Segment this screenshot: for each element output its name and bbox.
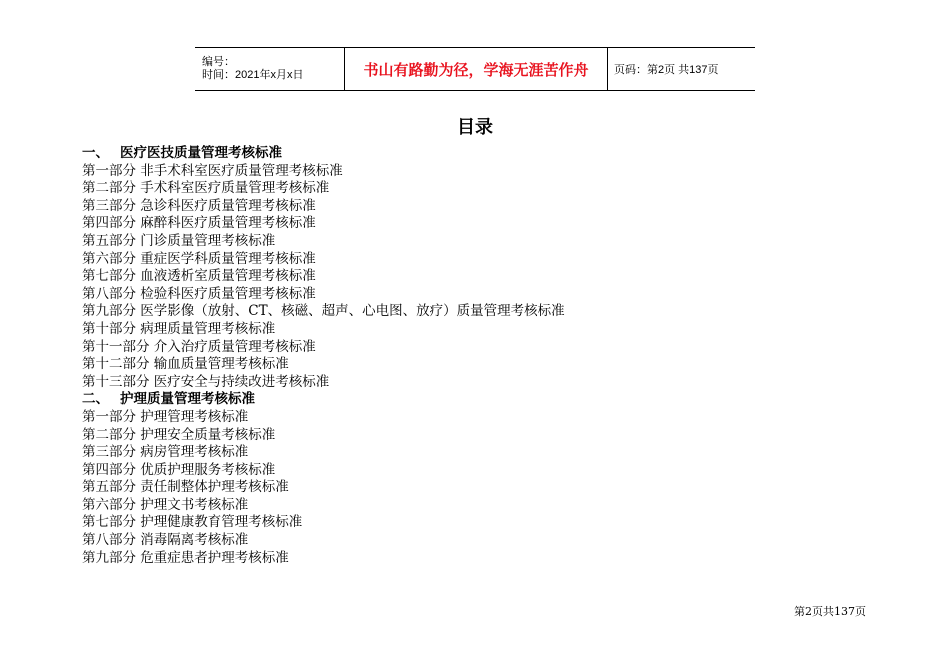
toc-item: 第五部分 门诊质量管理考核标准 <box>82 232 276 249</box>
document-header <box>195 47 755 91</box>
toc-item: 第二部分 手术科室医疗质量管理考核标准 <box>82 180 330 197</box>
toc-item: 第三部分 急诊科医疗质量管理考核标准 <box>82 197 316 214</box>
header-motto: 书山有路勤为径，学海无涯苦作舟 <box>345 48 608 91</box>
toc-item: 第九部分 危重症患者护理考核标准 <box>82 549 289 566</box>
toc-item: 第十二部分 输血质量管理考核标准 <box>82 356 289 373</box>
toc-item: 第十三部分 医疗安全与持续改进考核标准 <box>82 373 330 390</box>
toc-item: 第三部分 病房管理考核标准 <box>82 444 249 461</box>
time-label: 时间：2021年x月x日 <box>202 69 304 81</box>
toc-item: 第七部分 护理健康教育管理考核标准 <box>82 514 303 531</box>
section-title: 医疗医技质量管理考核标准 <box>120 145 282 161</box>
toc-item: 第四部分 麻醉科医疗质量管理考核标准 <box>82 215 316 232</box>
toc-item: 第十部分 病理质量管理考核标准 <box>82 320 276 337</box>
code-label: 编号： <box>202 56 235 68</box>
toc-item: 第八部分 消毒隔离考核标准 <box>82 532 249 549</box>
toc-item: 第六部分 重症医学科质量管理考核标准 <box>82 250 316 267</box>
header-meta-cell <box>195 48 345 91</box>
toc-item: 第一部分 非手术科室医疗质量管理考核标准 <box>82 162 343 179</box>
toc-item: 第六部分 护理文书考核标准 <box>82 496 249 513</box>
toc-item: 第十一部分 介入治疗质量管理考核标准 <box>82 338 316 355</box>
toc-item: 第四部分 优质护理服务考核标准 <box>82 461 276 478</box>
table-of-contents <box>82 145 842 567</box>
section-heading <box>82 145 842 163</box>
toc-item: 第一部分 护理管理考核标准 <box>82 408 249 425</box>
section-number: 二、 <box>82 391 109 408</box>
toc-item: 第七部分 血液透析室质量管理考核标准 <box>82 268 316 285</box>
toc-item: 第五部分 责任制整体护理考核标准 <box>82 479 289 496</box>
page-footer: 第2页共137页 <box>794 605 866 618</box>
section-title: 护理质量管理考核标准 <box>120 391 255 408</box>
toc-item: 第九部分 医学影像（放射、CT、核磁、超声、心电图、放疗）质量管理考核标准 <box>82 303 565 320</box>
toc-item: 第八部分 检验科医疗质量管理考核标准 <box>82 285 316 302</box>
header-page-code: 页码：第2页 共137页 <box>608 48 756 91</box>
toc-item: 第二部分 护理安全质量考核标准 <box>82 426 276 443</box>
section-heading <box>82 391 842 409</box>
section-number: 一、 <box>82 145 109 161</box>
toc-title: 目录 <box>457 117 493 138</box>
